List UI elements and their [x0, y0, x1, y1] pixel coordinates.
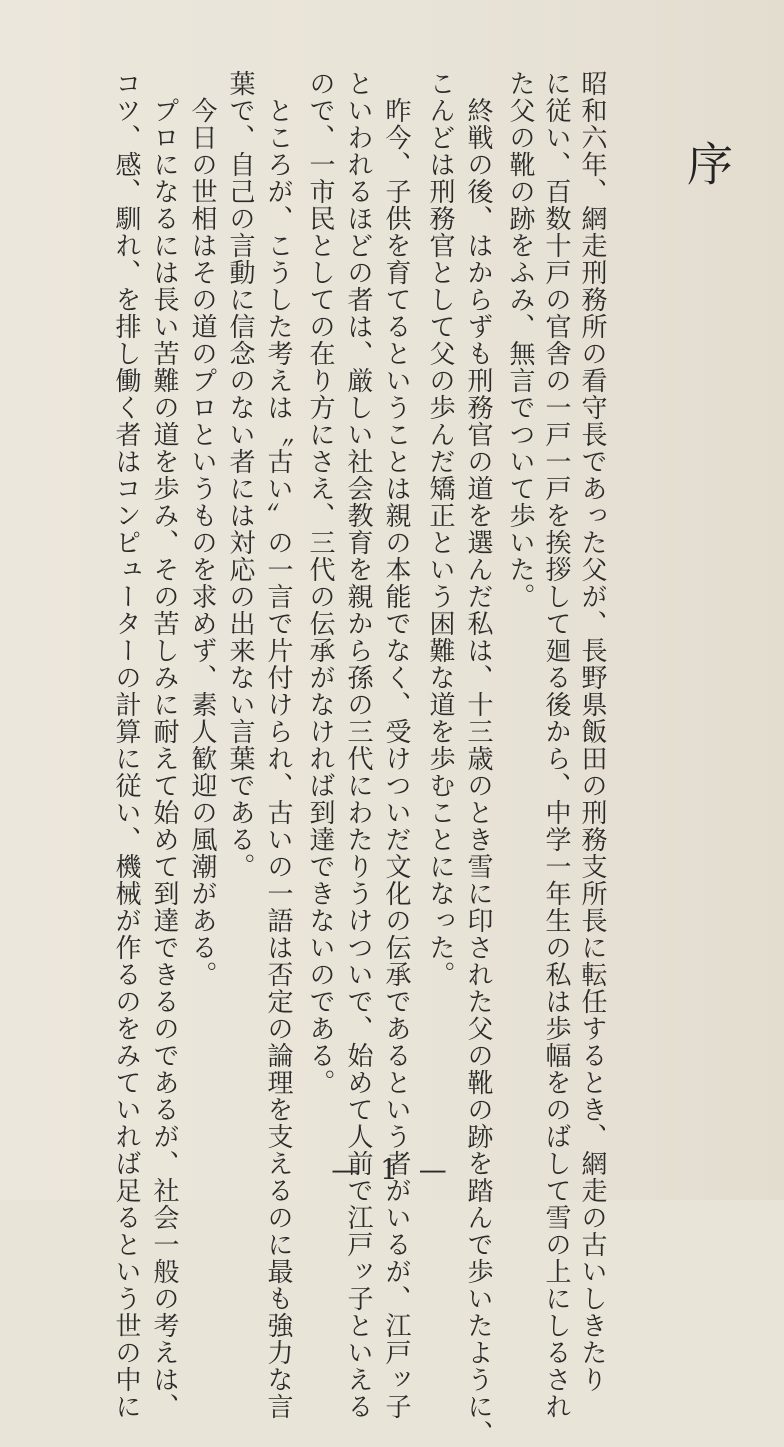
text-column-12: プロになるには長い苦難の道を歩み、その苦しみに耐えて始めて到達できるのであるが、社会一般の考えは、: [149, 70, 179, 1420]
text-column-3: た父の靴の跡をふみ、無言でついて歩いた。: [505, 70, 535, 610]
text-column-10: 葉で、自己の言動に信念のない者には対応の出来ない言葉である。: [225, 70, 255, 880]
text-column-8: ので、一市民としての在り方にさえ、三代の伝承がなければ到達できないのである。: [305, 70, 335, 1096]
text-column-9: ところが、こうした考えは〝古い〟の一言で片付けられ、古いの一語は否定の論理を支えるのに最も強力な言: [263, 70, 293, 1420]
text-column-2: に従い、百数十戸の官舎の一戸一戸を挨拶して廻る後から、中学一年生の私は歩幅をのばして雪の上にしるされ: [541, 70, 571, 1420]
text-column-13: コツ、感、馴れ、を排し働く者はコンピューターの計算に従い、機械が作るのをみていれば足るという世の中に: [111, 70, 141, 1420]
text-column-11: 今日の世相はその道のプロというものを求めず、素人歓迎の風潮がある。: [187, 70, 217, 988]
text-column-6: 昨今、子供を育てるということは親の本能でなく、受けついだ文化の伝承であるという者がいるが、江戸ッ子: [381, 70, 411, 1420]
text-column-7: といわれるほどの者は、厳しい社会教育を親から孫の三代にわたりうけついで、始めて人前で江戸ッ子といえる: [343, 70, 373, 1420]
chapter-title: 序: [680, 140, 734, 186]
text-column-4: 終戦の後、はからずも刑務官の道を選んだ私は、十三歳のとき雪に印された父の靴の跡を踏んで歩いたように、: [463, 70, 493, 1447]
text-column-5: こんどは刑務官として父の歩んだ矯正という困難な道を歩むことになった。: [425, 70, 455, 988]
text-column-1: 昭和六年、網走刑務所の看守長であった父が、長野県飯田の刑務支所長に転任するとき、網走の古いしきたり: [577, 70, 607, 1393]
page-number: — 1 —: [331, 1153, 453, 1186]
